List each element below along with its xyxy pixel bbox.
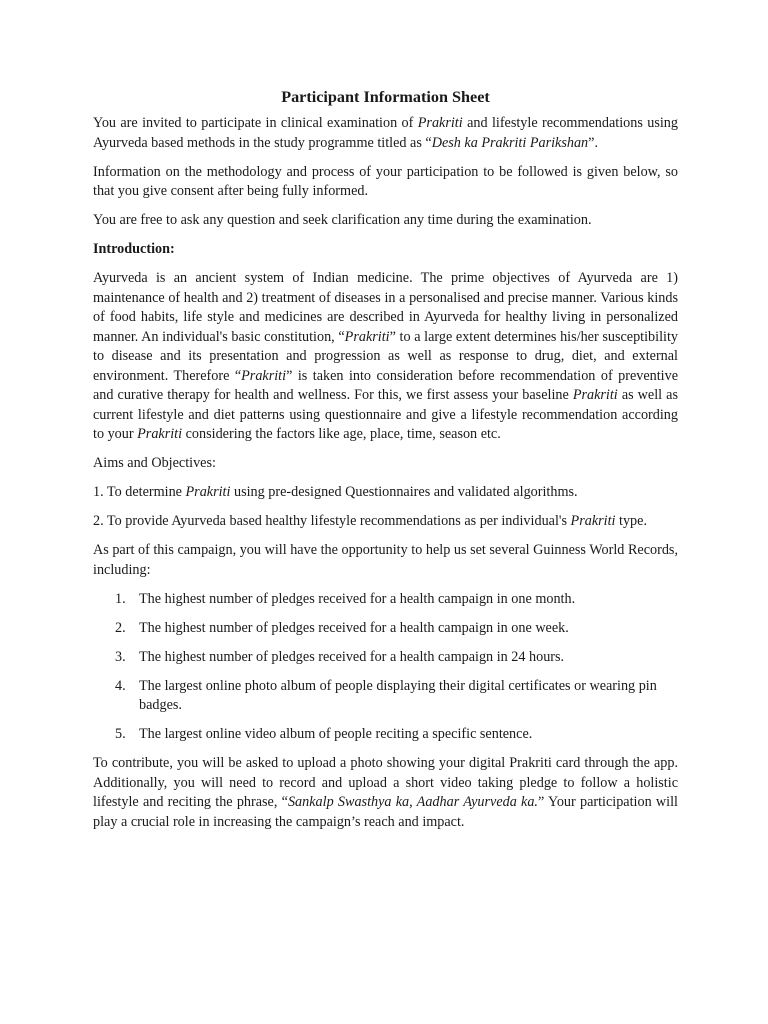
intro-prakriti: Prakriti: [417, 115, 463, 131]
records-list: [93, 590, 678, 745]
aim-2-text-1: 2. To provide Ayurveda based healthy lifestyle recommendations as per individual's: [93, 513, 571, 529]
intro-text-1: You are invited to participate in clinical examination of: [93, 115, 418, 131]
list-item: [93, 725, 678, 745]
ayurveda-prakriti-3: Prakriti: [572, 387, 618, 403]
list-item-text: The largest online photo album of people displaying their digital certificates or wearing pin badges.: [139, 677, 657, 713]
aim-2-text-2: type.: [615, 513, 647, 529]
ayurveda-prakriti-4: Prakriti: [137, 426, 183, 442]
list-item: [93, 677, 678, 716]
aim-1-text-2: using pre-designed Questionnaires and validated algorithms.: [230, 484, 578, 500]
free-paragraph: You are free to ask any question and seek clarification any time during the examination.: [93, 212, 592, 228]
list-item-text: The highest number of pledges received for a health campaign in one month.: [139, 590, 576, 607]
campaign-paragraph: As part of this campaign, you will have the opportunity to help us set several Guinness World Records, including:: [93, 542, 678, 578]
contribute-paragraph: [93, 754, 678, 832]
intro-text-3: ”.: [588, 134, 599, 151]
list-item-text: The highest number of pledges received for a health campaign in one week.: [139, 619, 569, 636]
aim-1-prakriti: Prakriti: [185, 484, 231, 500]
contribute-text-1: To contribute, you will be asked to upload a photo showing your digital Prakriti card through the app. Additionally, you will need to record and upload a short video taking pledge to follow a holistic lifestyle and reciting the phrase, “: [93, 755, 678, 810]
ayurveda-prakriti-2: Prakriti: [241, 367, 287, 384]
list-item-text: The highest number of pledges received for a health campaign in 24 hours.: [139, 648, 565, 665]
ayurveda-paragraph: [93, 269, 678, 445]
list-item-number: 2.: [115, 619, 126, 636]
programme-title: Desh ka Prakriti Parikshan: [431, 134, 589, 151]
pledge-phrase: Sankalp Swasthya ka, Aadhar Ayurveda ka.: [287, 794, 538, 810]
ayurveda-text-3: ” is taken into consideration before recommendation of preventive and curative therapy for health and wellness. For this, we first assess your baseline: [93, 367, 678, 403]
info-paragraph: Information on the methodology and process of your participation to be followed is given below, so that you give consent after being fully informed.: [93, 163, 678, 199]
contribute-text-2: ” Your participation will play a crucial role in increasing the campaign’s reach and impact.: [93, 794, 678, 830]
aim-2-prakriti: Prakriti: [570, 513, 616, 529]
list-item: [93, 590, 678, 610]
intro-paragraph: [93, 114, 678, 153]
list-item: [93, 648, 678, 668]
document-title: Participant Information Sheet: [281, 88, 490, 106]
list-item-number: 5.: [115, 726, 126, 742]
list-item-number: 3.: [115, 648, 126, 665]
ayurveda-text-4: as well as current lifestyle and diet patterns using questionnaire and give a lifestyle recommendation according to your: [93, 387, 678, 442]
aim-1-text-1: 1. To determine: [93, 484, 186, 500]
list-item-text: The largest online video album of people reciting a specific sentence.: [139, 726, 533, 742]
ayurveda-text-5: considering the factors like age, place, time, season etc.: [182, 426, 501, 442]
list-item-number: 4.: [115, 677, 126, 694]
aims-heading: Aims and Objectives:: [93, 455, 216, 471]
list-item: [93, 619, 678, 639]
document-page: [93, 86, 678, 842]
ayurveda-prakriti-1: Prakriti: [344, 328, 390, 345]
list-item-number: 1.: [115, 590, 126, 607]
introduction-heading: Introduction:: [93, 241, 175, 257]
aim-1: [93, 483, 678, 503]
ayurveda-text-1: Ayurveda is an ancient system of Indian medicine. The prime objectives of Ayurveda are 1) maintenance of health and 2) treatment of diseases in a personalised and precise manner. Various kinds of food habits, life style and medicines are described in Ayurveda for healthy living in personalized manner. An individual's basic constitution, “: [93, 270, 678, 345]
ayurveda-text-2: ” to a large extent determines his/her susceptibility to disease and its presentation and progression as well as response to drug, diet, and external environment. Therefore “: [93, 328, 678, 384]
aim-2: [93, 512, 678, 532]
intro-text-2: and lifestyle recommendations using Ayurveda based methods in the study programme titled as “: [93, 115, 678, 151]
